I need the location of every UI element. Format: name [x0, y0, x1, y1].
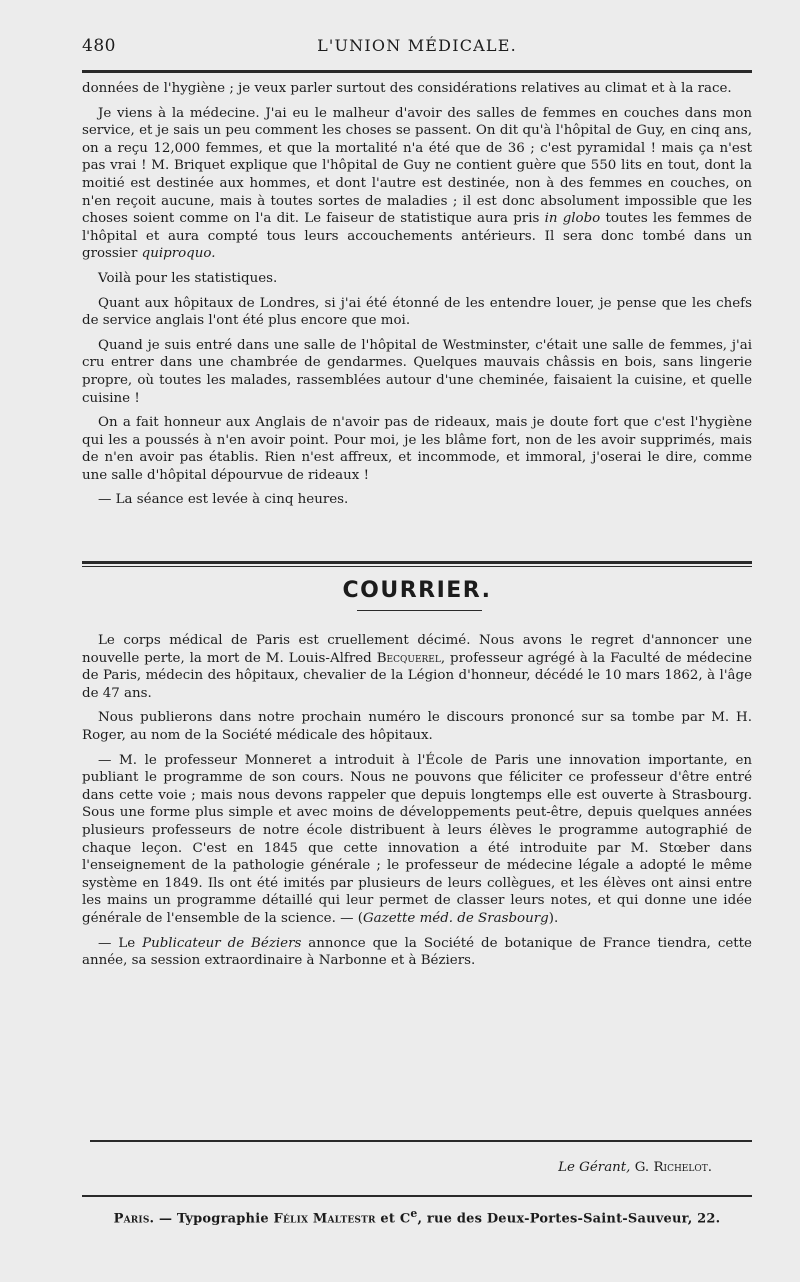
- courrier-section: [82, 632, 752, 977]
- italic-phrase: in globo: [544, 211, 601, 227]
- paragraph-text: Le corps médical de Paris est cruellement décimé. Nous avons le regret d'annoncer une nouvelle perte, la mort de M. Louis-Alfred: [82, 633, 752, 666]
- paragraph: Quant aux hôpitaux de Londres, si j'ai été étonné de les entendre louer, je pense que les chefs de service anglais l'ont été plus encore que moi.: [82, 295, 752, 329]
- paragraph: [82, 105, 752, 263]
- paragraph: données de l'hygiène ; je veux parler surtout des considérations relatives au climat et à la race.: [82, 81, 732, 96]
- previous-article: [82, 80, 752, 516]
- imprint-city: Paris.: [113, 1211, 155, 1227]
- paragraph: Quand je suis entré dans une salle de l'hôpital de Westminster, c'était une salle de femmes, j'ai cru entrer dans une chambrée de gendarmes. Quelques mauvais châssis en bois, sans lingerie propre, où toutes les malades, rassemblées autour d'une cheminée, faisaient la cuisine, et quelle cuisine !: [82, 337, 752, 406]
- paragraph: Nous publierons dans notre prochain numéro le discours prononcé sur sa tombe par M. H. Roger, au nom de la Société médicale des hôpitaux.: [82, 710, 752, 743]
- section-separator-thin: [82, 566, 752, 567]
- paragraph: [82, 752, 752, 928]
- imprint-printer: Félix Maltestr: [273, 1211, 376, 1227]
- section-title: COURRIER.: [342, 578, 492, 603]
- paragraph: Voilà pour les statistiques.: [98, 270, 278, 286]
- printer-imprint: [82, 1207, 752, 1226]
- title-underline: [357, 610, 482, 611]
- imprint-text: — Typographie: [154, 1211, 274, 1227]
- gerant-label: Le Gérant,: [558, 1160, 631, 1175]
- imprint-address: , rue des Deux-Portes-Saint-Sauveur, 22.: [417, 1211, 721, 1227]
- page-header: [82, 34, 752, 68]
- paragraph-text: , professeur agrégé à la Faculté de médecine de Paris, médecin des hôpitaux, chevalier de la Légion d'honneur, décédé le 10 mars 1862, à l'âge de 47 ans.: [82, 650, 752, 701]
- imprint-superscript: e: [410, 1207, 418, 1220]
- paragraph-text: — Le: [98, 935, 143, 951]
- footer-rule-bottom: [82, 1195, 752, 1197]
- paragraph: [82, 935, 752, 970]
- closing-line: — La séance est levée à cinq heures.: [98, 492, 349, 508]
- gerant-name: Richelot.: [653, 1160, 712, 1175]
- section-separator: [82, 561, 752, 564]
- paragraph: On a fait honneur aux Anglais de n'avoir pas de rideaux, mais je doute fort que c'est l'hygiène qui les a poussés à n'en avoir point. Pour moi, je les blâme fort, non de les avoir supprimés, mais de n'en avoir pas établis. Rien n'est affreux, et incommode, et immoral, j'oserai le dire, comme une salle d'hôpital dépourvue de rideaux !: [82, 415, 752, 483]
- imprint-rest: et C: [375, 1211, 411, 1227]
- paragraph-text: ).: [548, 910, 559, 926]
- page-number: 480: [82, 36, 116, 56]
- paragraph-text: Je viens à la médecine. J'ai eu le malheur d'avoir des salles de femmes en couches dans mon service, et je sais un peu comment les choses se passent. On dit qu'à l'hôpital de Guy, en cinq ans, on a reçu 12,000 femmes, et que la mortalité n'a été que de 36 ; c'est pyramidal ! mais ça n'est pas vrai ! M. Briquet explique que l'hôpital de Guy ne contient guère que 550 lits en tout, dont la moitié est destinée aux hommes, et dont l'autre est destinée, non à des femmes en couches, on n'en reçoit aucune, mais à toutes sortes de maladies ; il est donc absolument impossible que les choses soient comme on l'a dit. Le faiseur de statistique aura pris: [82, 105, 752, 227]
- publication-name: Publicateur de Béziers: [142, 935, 302, 951]
- paragraph: [82, 632, 752, 702]
- gerant-signature: [82, 1160, 712, 1175]
- italic-phrase: quiproquo.: [141, 246, 216, 262]
- header-rule: [82, 70, 752, 73]
- paragraph-text: toutes les femmes de l'hôpital et aura compté tous leurs accouchements antérieurs. Il sera donc tombé dans un grossier: [82, 211, 752, 262]
- person-name: Becquerel: [376, 650, 441, 666]
- paragraph-text: — M. le professeur Monneret a introduit à l'École de Paris une innovation importante, en publiant le programme de son cours. Nous ne pouvons que féliciter ce professeur d'être entré dans cette voie ; mais nous devons rappeler que depuis longtemps elle est ouverte à Strasbourg. Sous une forme plus simple et avec moins de développements peut-être, depuis quelques années plusieurs professeurs de notre école distribuent à leurs élèves le programme autographié de chaque leçon. C'est en 1845 que cette innovation a été introduite par M. Stœber dans l'enseignement de la pathologie générale ; le professeur de médecine légale a adopté le même système en 1849. Ils ont été imités par plusieurs de leurs collègues, et les élèves ont ainsi entre les mains un programme détaillé qui leur permet de classer leurs notes, et qui donne une idée générale de l'ensemble de la science. — (: [82, 752, 752, 926]
- footer-rule: [90, 1140, 752, 1142]
- gerant-initial: G.: [634, 1160, 654, 1175]
- running-title: L'UNION MÉDICALE.: [317, 36, 517, 55]
- paragraph-text: annonce que la Société de botanique de France tiendra, cette année, sa session extraordinaire à Narbonne et à Béziers.: [82, 935, 752, 969]
- source-citation: Gazette méd. de Srasbourg: [362, 910, 549, 926]
